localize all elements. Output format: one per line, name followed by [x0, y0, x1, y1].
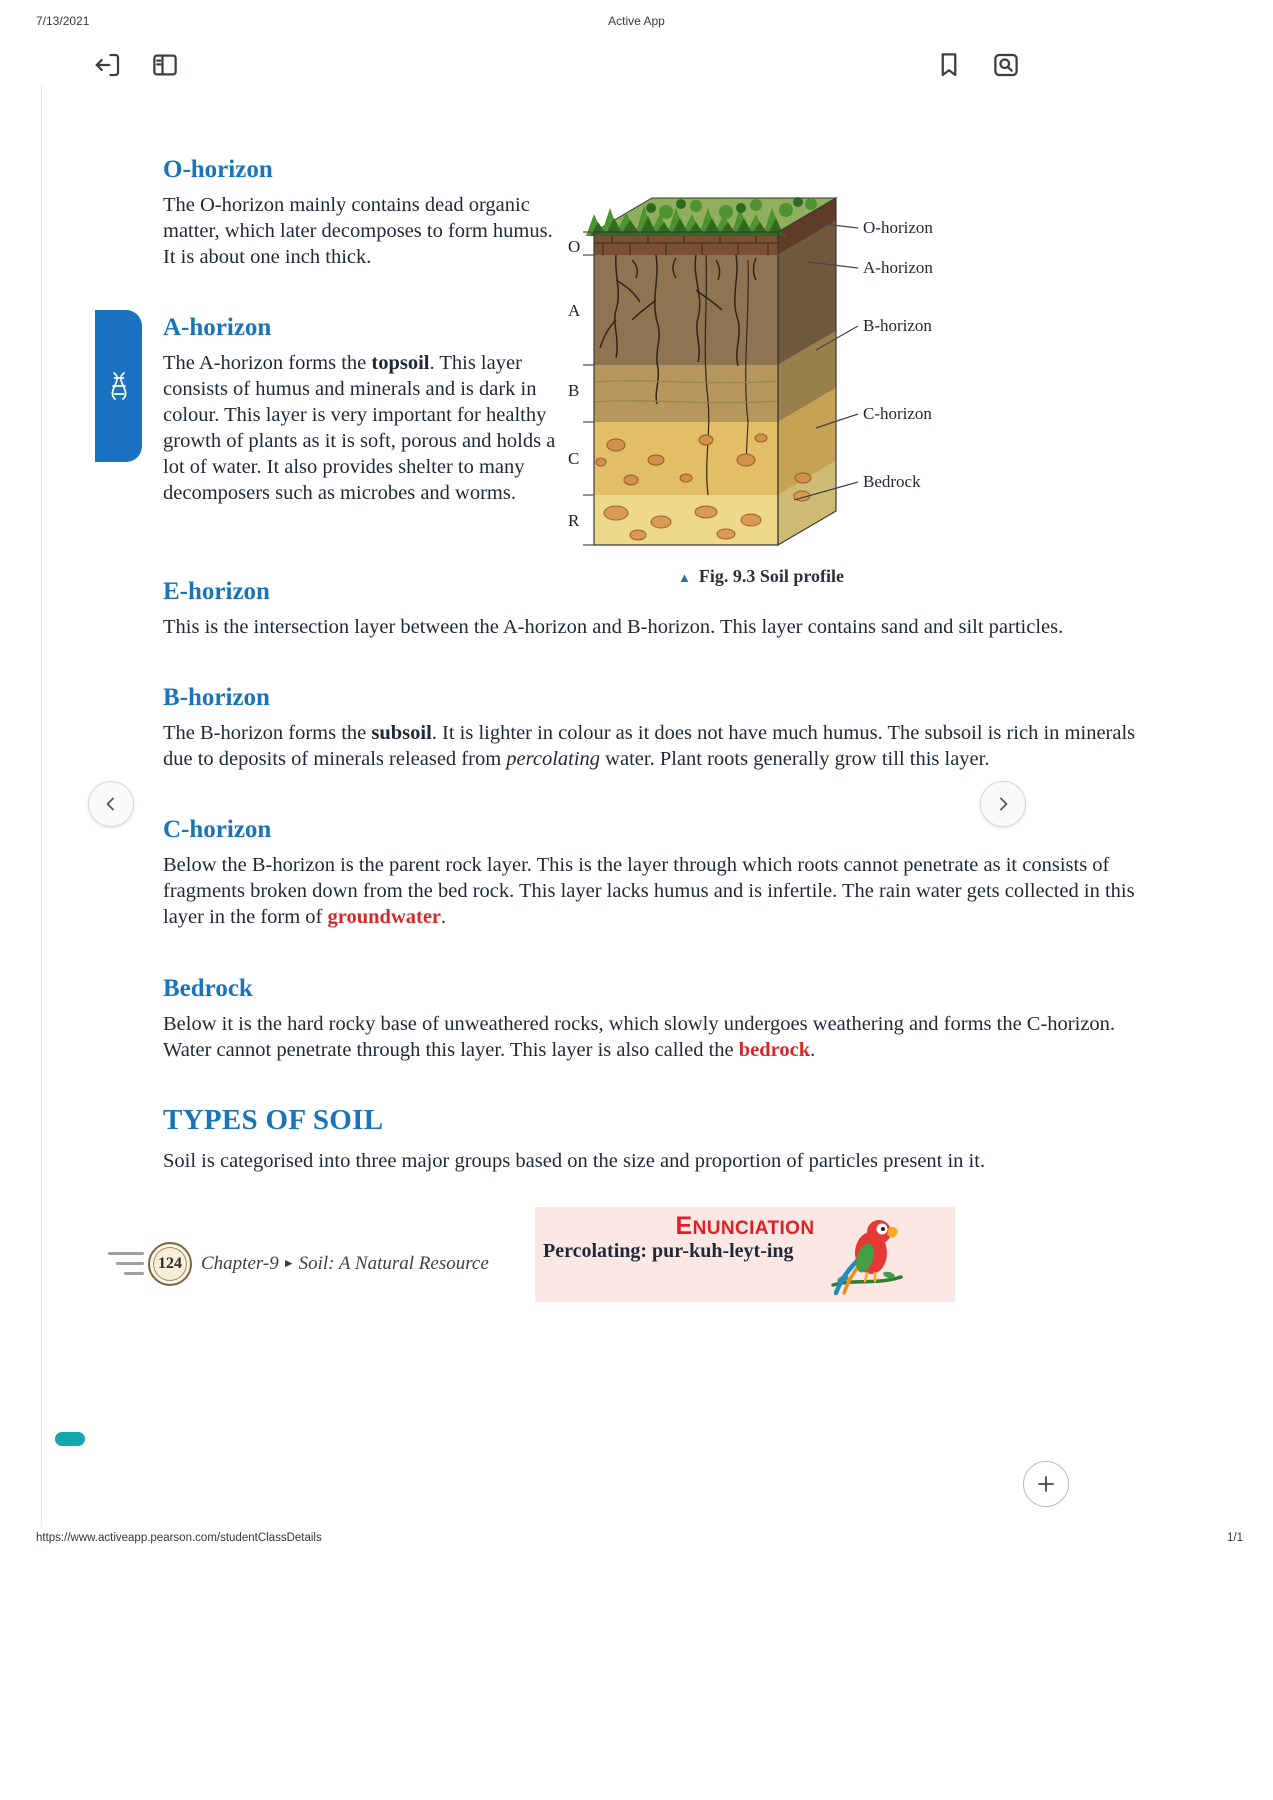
coin-speed-line [108, 1252, 144, 1255]
chapter-title: Soil: A Natural Resource [298, 1253, 489, 1274]
page-number: 124 [158, 1255, 182, 1272]
a-text-pre: The A-horizon forms the [163, 352, 372, 374]
app-title: Active App [608, 14, 665, 28]
book-pages-icon [150, 50, 180, 80]
soil-profile-figure [556, 160, 980, 567]
science-resource-tab[interactable] [95, 310, 142, 462]
bedrock-text-post: . [810, 1039, 816, 1061]
b-text-italic: percolating [506, 748, 601, 770]
b-text-post: water. Plant roots generally grow till this layer. [600, 748, 990, 770]
label-o-horizon: O-horizon [863, 218, 933, 237]
previous-page-button[interactable] [88, 781, 134, 827]
caption-text: Fig. 9.3 Soil profile [698, 566, 845, 586]
soil-profile-illustration [556, 160, 980, 562]
date-label: 7/13/2021 [36, 14, 90, 28]
label-a-horizon: A-horizon [863, 258, 933, 277]
bookmark-button[interactable] [934, 50, 964, 85]
a-text-post: . This layer consists of humus and minerals and is dark in colour. This layer is very important for healthy growth of plants as it is soft, porous and holds a lot of water. It also provides shelter to many decomposers such as microbes and worms. [163, 352, 556, 504]
layer-letter-o: O [568, 237, 581, 256]
e-horizon-paragraph: This is the intersection layer between the A-horizon and B-horizon. This layer contains sand and silt particles. [163, 616, 1064, 638]
dna-icon [106, 371, 132, 401]
bedrock-heading: Bedrock [163, 975, 253, 1002]
e-horizon-heading: E-horizon [163, 578, 270, 605]
a-text-bold: topsoil [371, 352, 430, 374]
bedrock-paragraph [163, 1011, 1163, 1063]
types-of-soil-heading: TYPES OF SOIL [163, 1104, 384, 1136]
enunciation-text: Percolating: pur-kuh-leyt-ing [543, 1240, 794, 1262]
enunciation-title: ENUNCIATION [675, 1212, 815, 1240]
bedrock-text-pre: Below it is the hard rocky base of unweathered rocks, which slowly undergoes weathering and forms the C-horizon. Water cannot penetrate through this layer. This layer is also called the [163, 1013, 1116, 1061]
chapter-arrow-icon: ► [282, 1256, 295, 1270]
exit-icon [93, 50, 123, 80]
search-in-page-button[interactable] [991, 50, 1021, 85]
figure-caption [678, 566, 844, 587]
a-horizon-heading: A-horizon [163, 314, 272, 341]
label-b-horizon: B-horizon [863, 316, 932, 335]
chapter-label: Chapter-9 [201, 1253, 279, 1274]
b-horizon-heading: B-horizon [163, 684, 270, 711]
enunciation-box [535, 1207, 955, 1302]
a-horizon-paragraph [163, 350, 556, 506]
b-text-mid: . It is lighter in colour as it does not have much humus. The subsoil is rich in minerals due to deposits of minerals released from [163, 722, 1136, 770]
c-text-groundwater: groundwater [327, 906, 442, 928]
chevron-right-icon [995, 796, 1011, 812]
b-text-pre: The B-horizon forms the [163, 722, 372, 744]
chapter-breadcrumb [201, 1253, 489, 1275]
coin-speed-line [124, 1272, 144, 1275]
exit-reader-button[interactable] [93, 50, 123, 85]
bedrock-text-red: bedrock [738, 1039, 811, 1061]
pages-view-button[interactable] [150, 50, 180, 85]
left-edge-divider [41, 85, 42, 1527]
zoom-in-button[interactable] [1023, 1461, 1069, 1507]
b-horizon-paragraph [163, 720, 1163, 772]
plus-icon [1036, 1474, 1056, 1494]
types-of-soil-paragraph: Soil is categorised into three major groups based on the size and proportion of particles present in it. [163, 1150, 986, 1172]
coin-speed-line [116, 1262, 144, 1265]
b-text-bold: subsoil [371, 722, 432, 744]
layer-letter-b: B [568, 381, 580, 400]
page-number-coin [148, 1242, 192, 1286]
scroll-indicator-pill[interactable] [55, 1432, 85, 1446]
c-horizon-heading: C-horizon [163, 816, 272, 843]
caption-triangle-icon: ▲ [678, 570, 691, 585]
chevron-left-icon [103, 796, 119, 812]
c-text-pre: Below the B-horizon is the parent rock layer. This is the layer through which roots cannot penetrate as it consists of fragments broken down from the bed rock. This layer lacks humus and is infertile. The rain water gets collected in this layer in the form of [163, 854, 1135, 928]
page-url: https://www.activeapp.pearson.com/studentClassDetails [36, 1532, 322, 1544]
layer-letter-a: A [568, 301, 581, 320]
label-c-horizon: C-horizon [863, 404, 932, 423]
page-search-icon [991, 50, 1021, 80]
c-text-post: . [441, 906, 447, 928]
label-bedrock: Bedrock [863, 472, 921, 491]
layer-letter-c: C [568, 449, 580, 468]
next-page-button[interactable] [980, 781, 1026, 827]
bookmark-icon [934, 50, 964, 80]
o-horizon-paragraph: The O-horizon mainly contains dead organic matter, which later decomposes to form humus. It is about one inch thick. [163, 194, 553, 268]
parrot-illustration [827, 1213, 905, 1299]
page-indicator: 1/1 [1227, 1532, 1243, 1544]
c-horizon-paragraph [163, 852, 1163, 930]
layer-letter-r: R [568, 511, 580, 530]
o-horizon-heading: O-horizon [163, 156, 273, 183]
